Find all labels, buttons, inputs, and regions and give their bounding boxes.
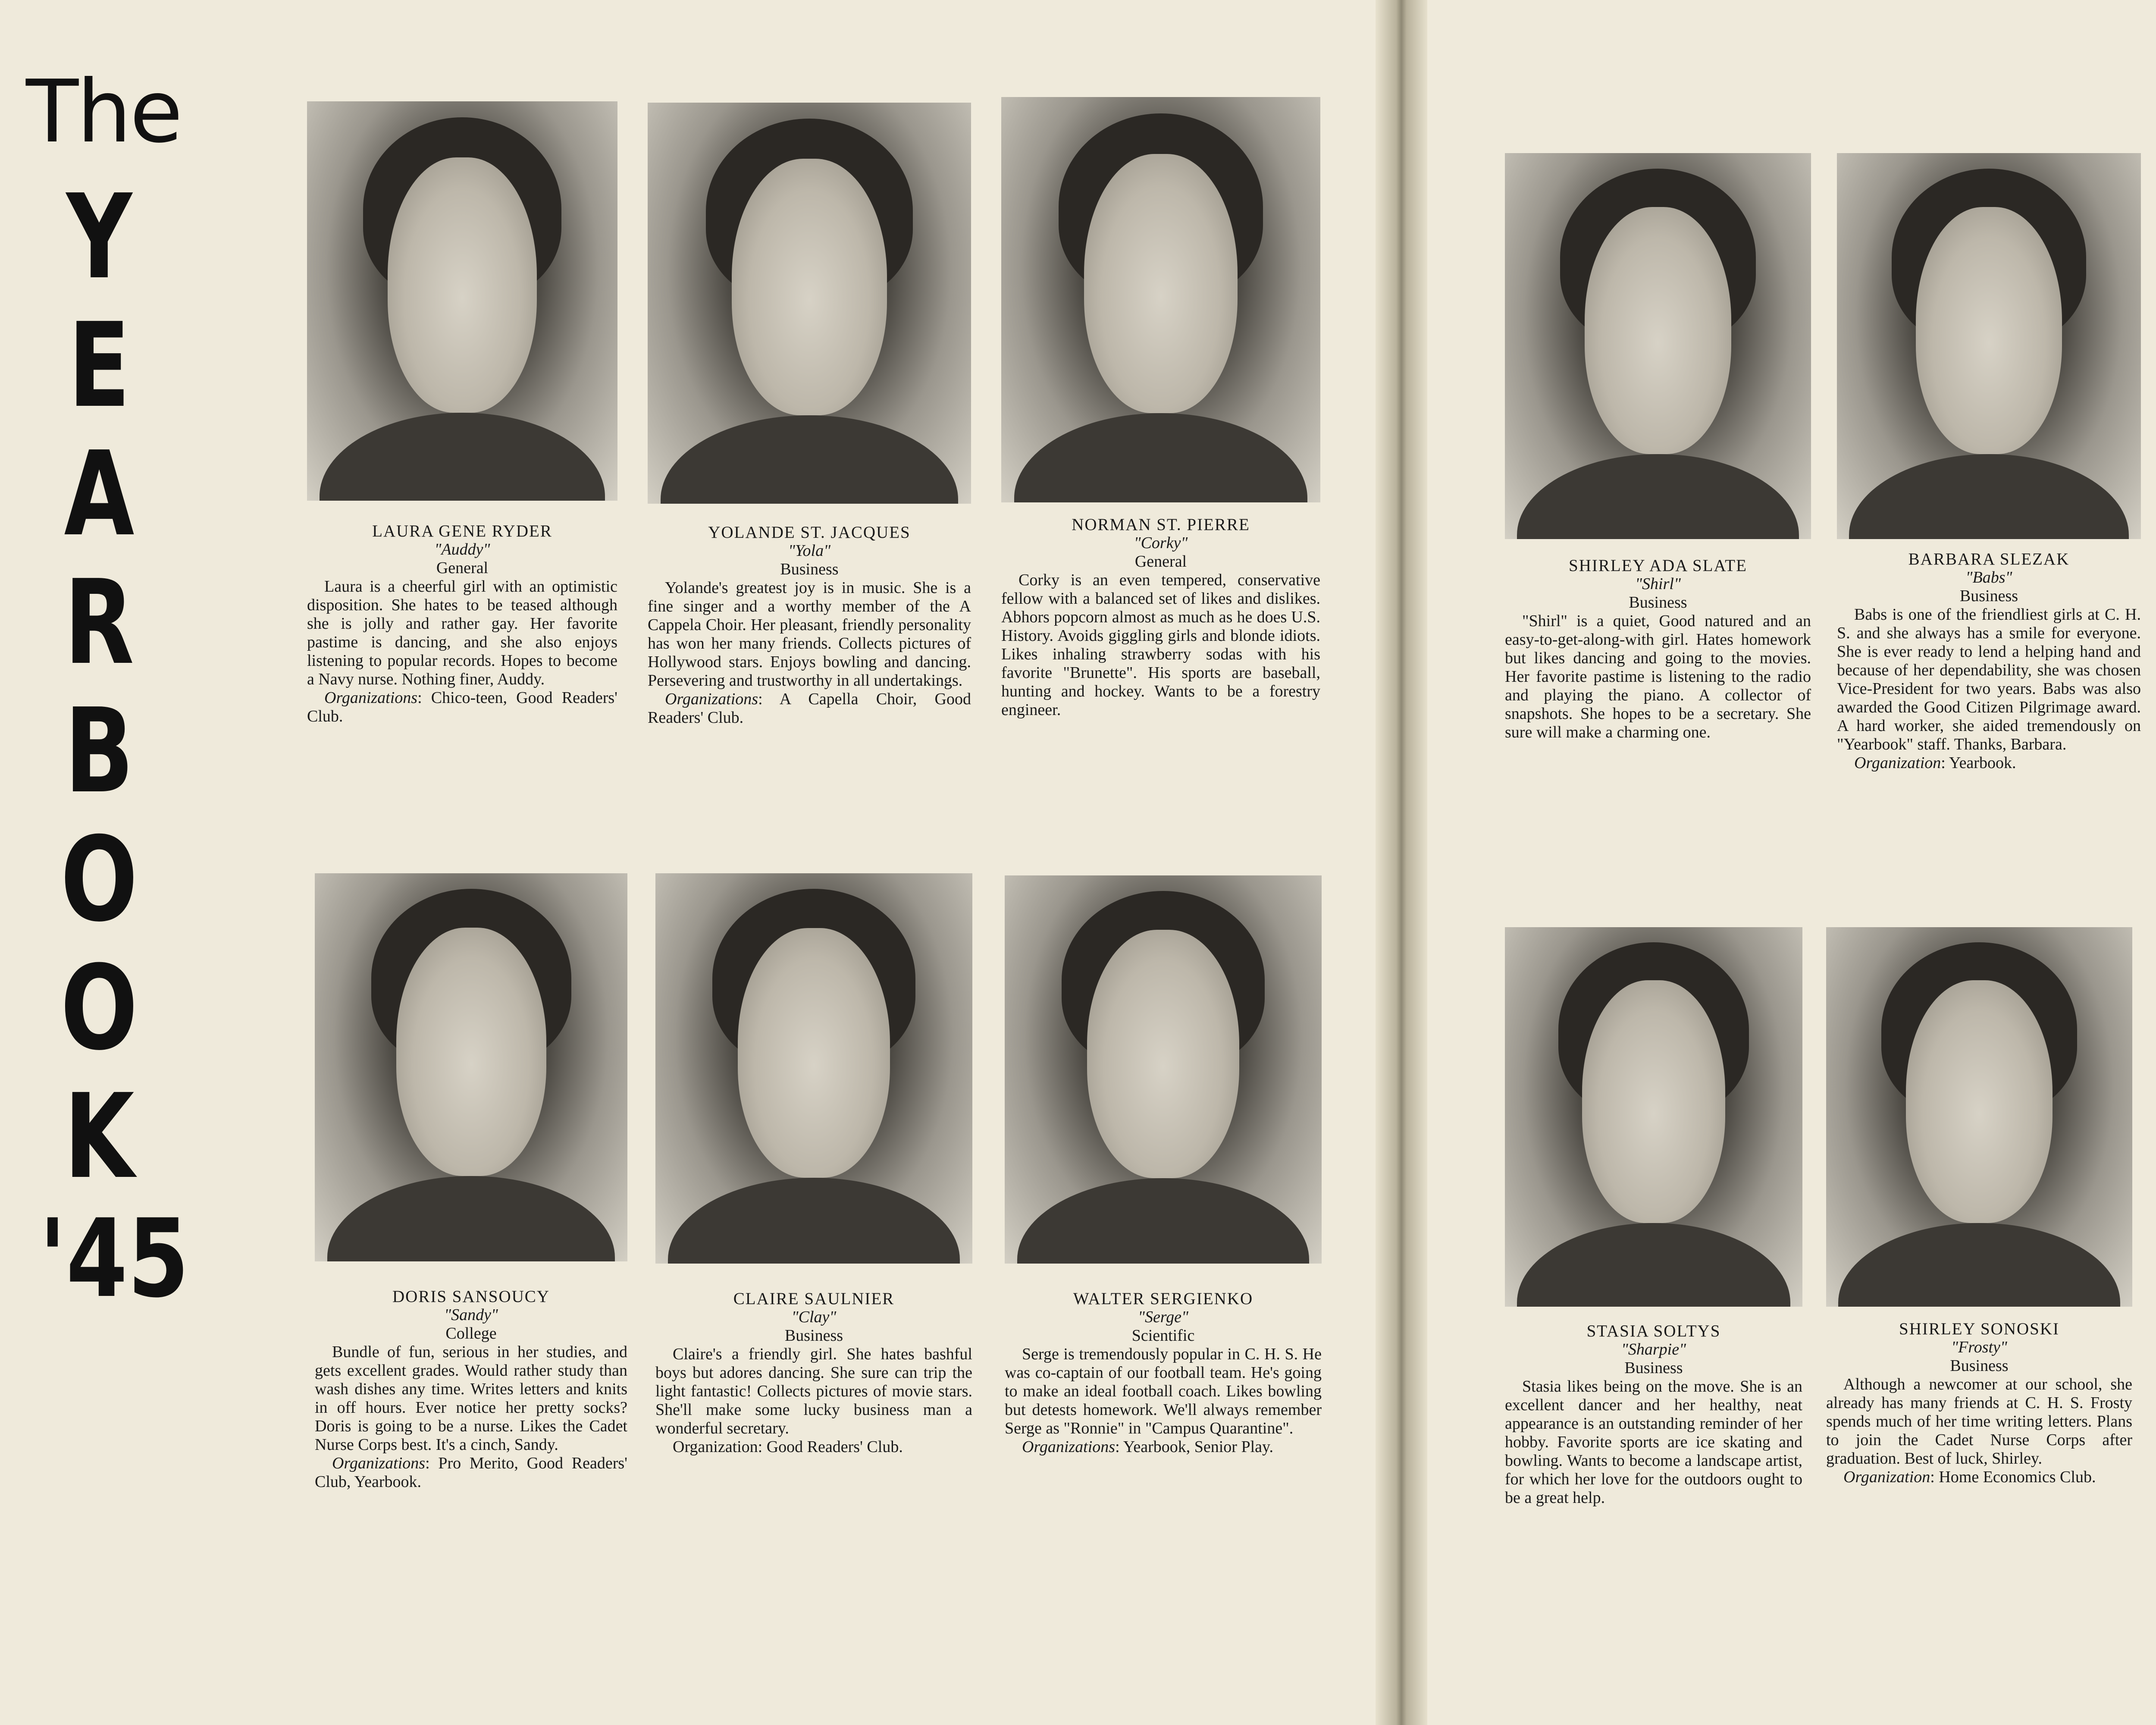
student-info (1837, 550, 2141, 772)
student-info (655, 1289, 972, 1456)
student-description: Corky is an even tempered, conservative fellow with a balanced set of likes and dislikes. Abhors popcorn almost as much as he does U.S. History. Avoids giggling girls and blonde idiots. Likes inhaling strawberry sodas with his favorite "Brunette". His sports are baseball, hunting and hockey. Wants to be a forestry engineer. (1001, 571, 1320, 719)
title-letter: Y (66, 169, 132, 305)
student-photo (1005, 875, 1322, 1264)
organizations-label: Organization (1854, 754, 1941, 772)
student-organizations (655, 1438, 972, 1456)
title-letter: K (64, 1069, 135, 1204)
student-organizations (1837, 754, 2141, 772)
organizations-text: : Chico-teen, Good Readers' Club. (307, 689, 617, 725)
student-name: NORMAN ST. PIERRE (1072, 515, 1250, 534)
student-organizations (1826, 1468, 2132, 1487)
student-description: Claire's a friendly girl. She hates bashful boys but adores dancing. She sure can trip the light fantastic! Collects pictures of movie stars. She'll make some lucky business man a wonderful secretary. (655, 1345, 972, 1437)
student-organizations (1005, 1438, 1322, 1456)
title-letter: O (60, 812, 138, 947)
student-description: Although a newcomer at our school, she already has many friends at C. H. S. Frosty spends much of her time writing letters. Plans to join the Cadet Nurse Corps after graduation. Best of luck, Shirley. (1826, 1375, 2132, 1468)
student-nickname: "Sharpie" (1621, 1340, 1686, 1358)
student-organizations (648, 690, 971, 727)
student-nickname: "Serge" (1138, 1308, 1189, 1326)
student-description: Laura is a cheerful girl with an optimistic disposition. She hates to be teased although she is jolly and rather gay. Her favorite pastime is dancing, and she also enjoys listening to popular records. Hopes to become a Navy nurse. Nothing finer, Auddy. (307, 577, 617, 688)
student-photo (1837, 153, 2141, 539)
student-photo (1001, 97, 1320, 502)
student-name: CLAIRE SAULNIER (733, 1289, 895, 1308)
organizations-label: Organization (1843, 1468, 1930, 1486)
student-course: Scientific (1131, 1327, 1195, 1345)
student-description: Bundle of fun, serious in her studies, and gets excellent grades. Would rather study than wash dishes any time. Writes letters and knits in off hours. Ever notice her pretty socks? Doris is going to be a nurse. Likes the Cadet Nurse Corps best. It's a cinch, Sandy. (315, 1343, 627, 1454)
student-course: Business (1624, 1359, 1683, 1377)
organizations-text: : Home Economics Club. (1930, 1468, 2096, 1486)
student-course: General (436, 559, 489, 577)
student-info (1005, 1289, 1322, 1456)
student-organizations (307, 689, 617, 726)
student-course: Business (1950, 1357, 2009, 1375)
student-course: Business (784, 1327, 843, 1345)
organizations-text: : Yearbook, Senior Play. (1115, 1438, 1274, 1456)
title-letter: R (64, 555, 135, 690)
student-photo (648, 103, 971, 504)
student-course: Business (780, 560, 839, 578)
student-info (1826, 1320, 2132, 1487)
student-nickname: "Shirl" (1635, 575, 1681, 593)
student-course: Business (1629, 593, 1687, 612)
student-info (307, 522, 617, 726)
student-description: Babs is one of the friendliest girls at C. H. S. and she always has a smile for everyone. She is ever ready to lend a helping hand and because of her dependability, she was chosen Vice-President for two years. Babs was also awarded the Good Citizen Pilgrimage award. A hard worker, she aided tremendously on "Yearbook" staff. Thanks, Barbara. (1837, 605, 2141, 753)
book-gutter (1376, 0, 1427, 1725)
student-photo (655, 873, 972, 1264)
student-nickname: "Auddy" (434, 540, 490, 558)
student-info (1505, 1322, 1802, 1507)
student-name: SHIRLEY ADA SLATE (1569, 556, 1747, 575)
title-the: The (26, 62, 181, 162)
student-description: Stasia likes being on the move. She is an excellent dancer and her healthy, neat appearance is an outstanding reminder of her hobby. Favorite sports are ice skating and bowling. Wants to become a landscape artist, for which her love for the outdoors ought to be a great help. (1505, 1377, 1802, 1507)
title-year: '45 (39, 1196, 189, 1321)
student-nickname: "Clay" (791, 1308, 837, 1326)
student-description: Serge is tremendously popular in C. H. S. He was co-captain of our football team. He's going to make an ideal football coach. Likes bowling but detests homework. We'll always remember Serge as "Ronnie" in "Campus Quarantine". (1005, 1345, 1322, 1437)
student-name: YOLANDE ST. JACQUES (708, 523, 911, 542)
title-letter: B (64, 683, 134, 819)
student-description: "Shirl" is a quiet, Good natured and an easy-to-get-along-with girl. Hates homework but likes dancing and going to the movies. Her favorite pastime is listening to the radio and playing the piano. A collector of snapshots. She hopes to be a secretary. She sure will make a charming one. (1505, 612, 1811, 741)
student-nickname: "Sandy" (444, 1306, 498, 1324)
student-nickname: "Corky" (1134, 534, 1188, 552)
organizations-label: Organizations (332, 1454, 426, 1472)
student-name: BARBARA SLEZAK (1908, 550, 2070, 568)
title-letters (26, 169, 172, 1209)
student-name: STASIA SOLTYS (1586, 1322, 1721, 1340)
student-name: SHIRLEY SONOSKI (1899, 1320, 2059, 1338)
student-course: College (445, 1324, 497, 1342)
organizations-label: Organizations (665, 690, 758, 708)
student-nickname: "Frosty" (1951, 1338, 2007, 1356)
student-photo (307, 101, 617, 501)
student-info (648, 523, 971, 727)
organizations-label: Organizations (1022, 1438, 1116, 1456)
student-info (1505, 556, 1811, 742)
organizations-text: : A Capella Choir, Good Readers' Club. (648, 690, 971, 727)
student-info (1001, 515, 1320, 719)
student-photo (1826, 927, 2132, 1307)
title-letter: A (64, 426, 135, 562)
student-photo (1505, 153, 1811, 539)
title-letter: O (60, 940, 138, 1076)
title-letter: E (68, 298, 130, 433)
organizations-text: Organization: Good Readers' Club. (673, 1438, 903, 1456)
organizations-text: : Pro Merito, Good Readers' Club, Yearbook. (315, 1454, 627, 1491)
student-info (315, 1287, 627, 1491)
organizations-label: Organizations (324, 689, 418, 707)
student-nickname: "Yola" (788, 542, 831, 560)
student-description: Yolande's greatest joy is in music. She is a fine singer and a worthy member of the A Cappela Choir. Her pleasant, friendly personality has won her many friends. Collects pictures of Hollywood stars. Enjoys bowling and dancing. Persevering and trustworthy in all undertakings. (648, 579, 971, 690)
student-course: Business (1959, 587, 2018, 605)
student-nickname: "Babs" (1965, 568, 2012, 586)
student-photo (1505, 927, 1802, 1307)
student-photo (315, 873, 627, 1261)
student-organizations (315, 1454, 627, 1491)
left-vertical-title (26, 62, 189, 1321)
organizations-text: : Yearbook. (1941, 754, 2016, 772)
student-name: WALTER SERGIENKO (1073, 1289, 1253, 1308)
student-name: LAURA GENE RYDER (372, 522, 552, 540)
student-name: DORIS SANSOUCY (392, 1287, 550, 1306)
student-course: General (1134, 552, 1187, 571)
